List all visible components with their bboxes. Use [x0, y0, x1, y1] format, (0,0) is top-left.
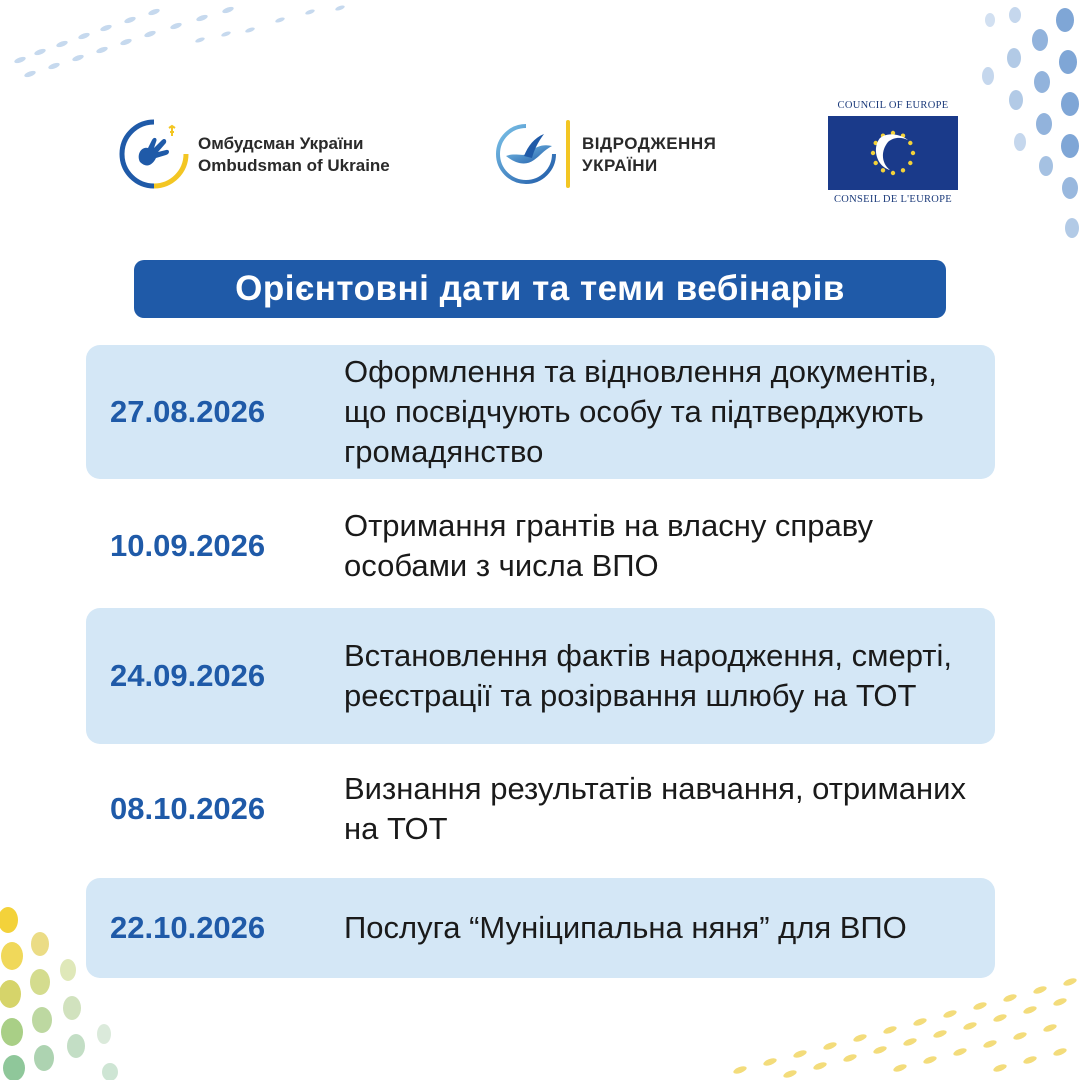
webinar-date: 27.08.2026	[110, 394, 266, 429]
coe-flag	[828, 116, 958, 190]
webinar-row	[86, 500, 995, 592]
vidrodzhennia-logo	[494, 118, 794, 190]
webinar-topic: Отримання грантів на власну справу особами з числа ВПО	[344, 508, 873, 583]
webinar-topic: Послуга “Муніципальна няня” для ВПО	[344, 910, 907, 945]
council-of-europe-logo	[826, 98, 962, 210]
webinar-row	[86, 878, 995, 978]
webinar-date: 22.10.2026	[110, 910, 266, 945]
webinar-row	[86, 345, 995, 479]
webinar-topic: Визнання результатів навчання, отриманих на ТОТ	[344, 771, 966, 846]
vidrodzhennia-line1: ВІДРОДЖЕННЯ	[582, 134, 717, 153]
decorative-dots-top-left	[0, 0, 400, 90]
webinar-date: 10.09.2026	[110, 528, 266, 563]
ombudsman-hand-emblem-icon	[118, 118, 190, 190]
coe-stars-icon	[828, 116, 958, 190]
coe-caption-fr: CONSEIL DE L'EUROPE	[833, 194, 953, 205]
ombudsman-name-ua: Омбудсман України	[198, 134, 364, 153]
webinar-topic: Встановлення фактів народження, смерті, реєстрації та розірвання шлюбу на ТОТ	[344, 638, 952, 713]
ombudsman-logo	[118, 118, 438, 190]
bird-emblem-icon	[494, 122, 558, 186]
vidrodzhennia-line2: УКРАЇНИ	[582, 156, 658, 175]
coe-caption-en: COUNCIL OF EUROPE	[837, 100, 949, 111]
logo-divider	[566, 120, 570, 188]
webinar-date: 24.09.2026	[110, 658, 266, 693]
webinar-date: 08.10.2026	[110, 791, 266, 826]
page-title: Орієнтовні дати та теми вебінарів	[134, 260, 946, 318]
webinar-topic: Оформлення та відновлення документів, що посвідчують особу та підтверджують громадянство	[344, 354, 937, 469]
webinar-row	[86, 762, 995, 856]
webinar-row	[86, 608, 995, 744]
decorative-dots-bottom-right	[680, 960, 1080, 1080]
ombudsman-name-en: Ombudsman of Ukraine	[198, 156, 390, 175]
